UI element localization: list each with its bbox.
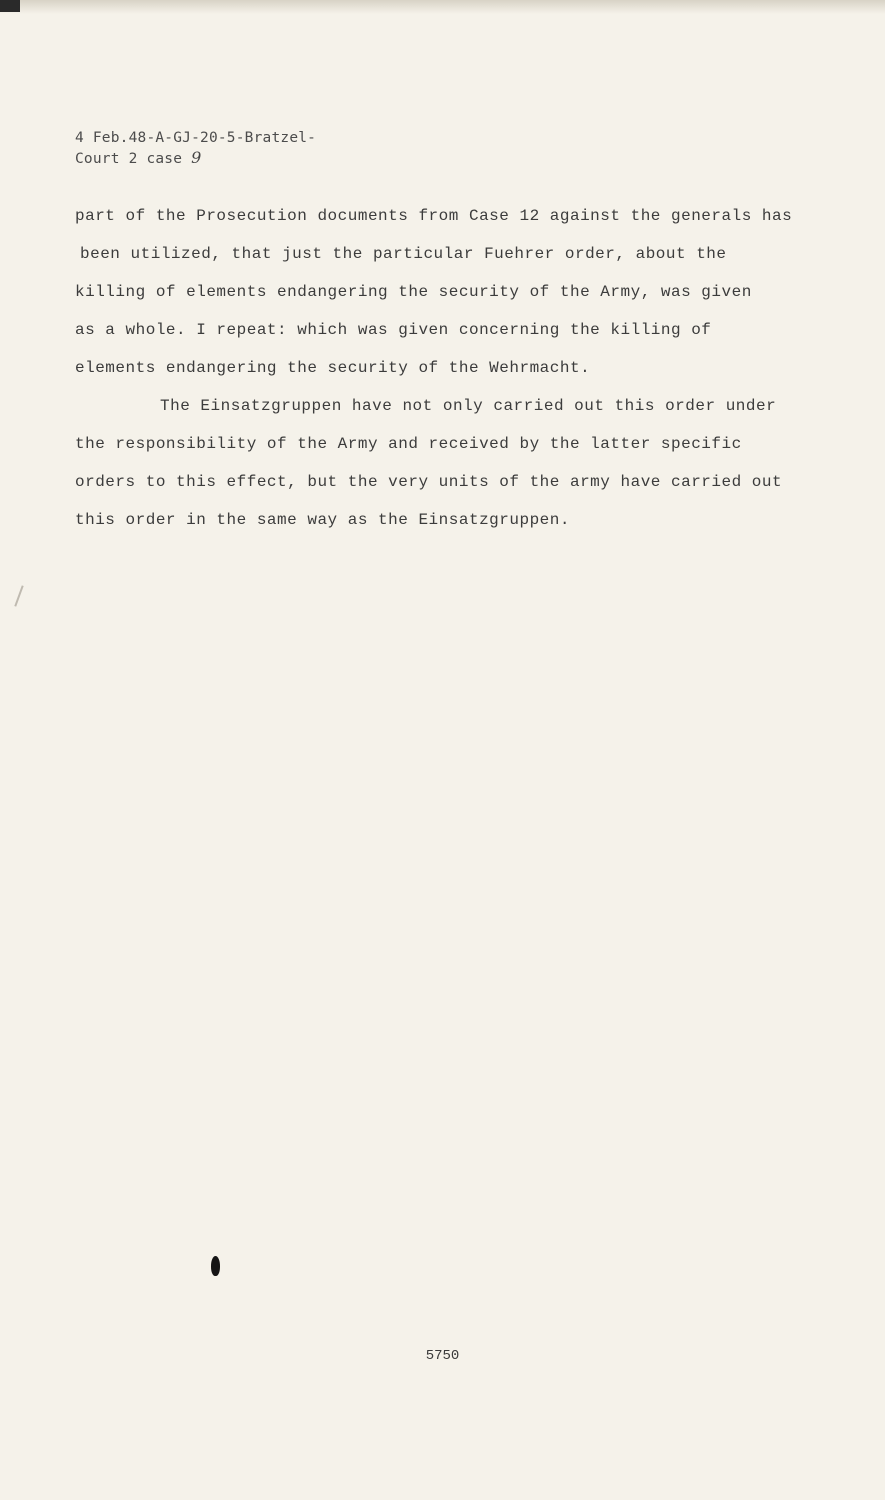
corner-mark: [0, 0, 20, 12]
header-line-2: [75, 148, 316, 169]
paragraph-start-line: The Einsatzgruppen have not only carried out this order under: [160, 397, 777, 415]
text-line: elements endangering the security of the Wehrmacht.: [75, 359, 591, 377]
court-label: Court 2 case: [75, 151, 183, 167]
page-top-edge: [0, 0, 885, 14]
handwritten-case-number: 9: [191, 148, 202, 167]
text-line: killing of elements endangering the security of the Army, was given: [75, 283, 752, 301]
text-line: as a whole. I repeat: which was given concerning the killing of: [75, 321, 712, 339]
text-line: this order in the same way as the Einsatzgruppen.: [75, 511, 570, 529]
transcript-body: [75, 197, 793, 539]
text-line: the responsibility of the Army and received by the latter specific: [75, 435, 742, 453]
page-number: 5750: [425, 1348, 460, 1364]
text-line: part of the Prosecution documents from Case 12 against the generals has: [75, 207, 793, 225]
text-line: orders to this effect, but the very units of the army have carried out: [75, 473, 783, 491]
document-header: [75, 128, 316, 169]
text-line: been utilized, that just the particular Fuehrer order, about the: [80, 245, 727, 263]
ink-blot: [211, 1256, 220, 1276]
header-line-1: 4 Feb.48-A-GJ-20-5-Bratzel-: [75, 130, 317, 146]
paper-scratch: [14, 585, 23, 606]
